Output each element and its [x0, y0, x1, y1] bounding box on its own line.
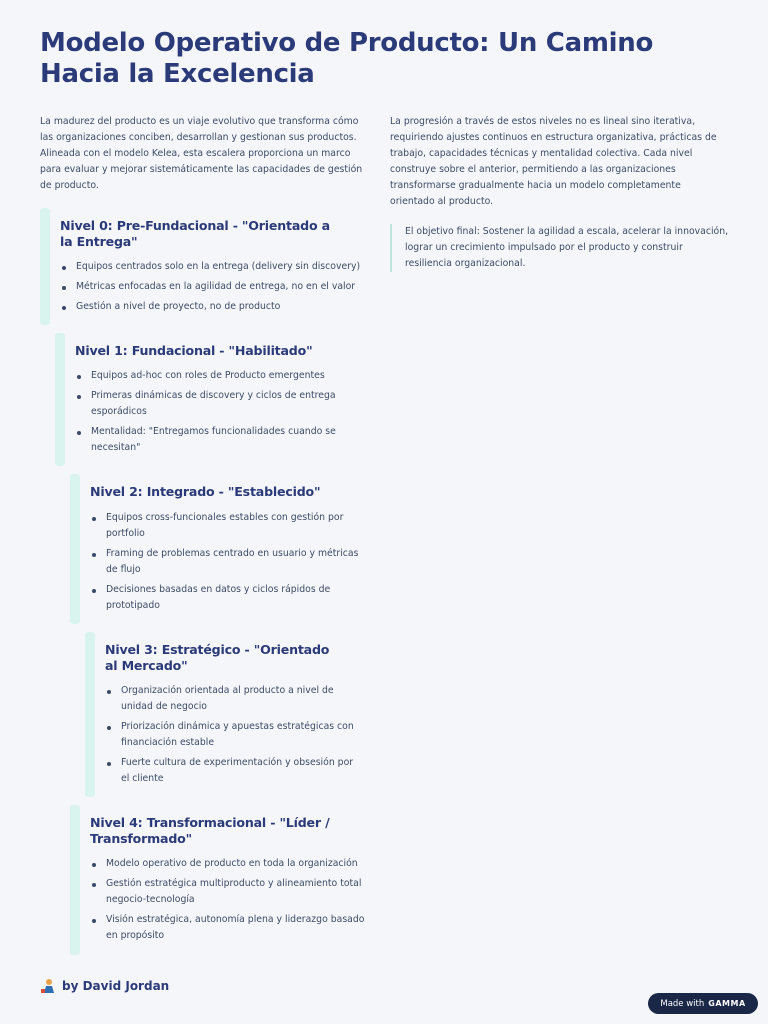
list-item	[60, 299, 350, 315]
title-line: Transformado"	[90, 831, 192, 846]
text-line: de flujo	[106, 564, 141, 575]
list-item	[60, 259, 361, 275]
text-line: La madurez del producto es un viaje evolutivo que transforma cómo	[40, 116, 359, 127]
text-line: Equipos ad-hoc con roles de Producto emergentes	[91, 370, 325, 381]
text-line: El objetivo final: Sostener la agilidad a escala, acelerar la innovación,	[405, 226, 729, 237]
text-line: Visión estratégica, autonomía plena y liderazgo basado	[106, 914, 365, 925]
list-item	[105, 755, 395, 787]
text-line: Equipos centrados solo en la entrega (delivery sin discovery)	[76, 261, 361, 272]
list-item	[75, 424, 365, 456]
title-line: Hacia la Excelencia	[40, 59, 315, 89]
text-line: Priorización dinámica y apuestas estratégicas con	[121, 721, 354, 732]
bullet-list	[105, 683, 395, 791]
text-line: unidad de negocio	[121, 701, 207, 712]
accent-bar	[85, 632, 95, 797]
bullet-list	[90, 856, 380, 948]
title-line: Modelo Operativo de Producto: Un Camino	[40, 28, 654, 58]
intro-paragraph-right	[390, 114, 717, 210]
text-line: para evaluar y mejorar sistemáticamente las capacidades de gestión	[40, 164, 363, 175]
text-line: requiriendo ajustes continuos en estructura organizativa, prácticas de	[390, 132, 717, 143]
list-item	[90, 582, 380, 614]
made-with-gamma-badge[interactable]	[648, 993, 758, 1014]
text-line: Decisiones basadas en datos y ciclos rápidos de	[106, 584, 331, 595]
level-1-card	[55, 333, 370, 466]
level-title	[90, 815, 390, 847]
author-credit	[40, 978, 169, 994]
text-line: transformarse gradualmente hacia un modelo completamente	[390, 180, 681, 191]
text-line: necesitan"	[91, 442, 141, 453]
text-line: las organizaciones conciben, desarrollan y gestionan sus productos.	[40, 132, 357, 143]
text-line: de producto.	[40, 180, 99, 191]
text-line: financiación estable	[121, 737, 215, 748]
level-title	[90, 484, 390, 500]
text-line: portfolio	[106, 528, 145, 539]
list-item	[75, 368, 365, 384]
list-item	[60, 279, 356, 295]
objective-quote	[390, 224, 730, 272]
level-title	[60, 218, 360, 250]
title-line: la Entrega"	[60, 234, 138, 249]
accent-bar	[70, 805, 80, 955]
level-3-card	[85, 632, 370, 797]
text-line: Alineada con el modelo Kelea, esta escalera proporciona un marco	[40, 148, 351, 159]
list-item	[75, 388, 365, 420]
level-title	[105, 642, 405, 674]
title-line: Nivel 1: Fundacional - "Habilitado"	[75, 343, 313, 358]
text-line: en propósito	[106, 930, 165, 941]
text-line: el cliente	[121, 773, 164, 784]
badge-label: Made with	[660, 998, 705, 1009]
text-line: Primeras dinámicas de discovery y ciclos de entrega	[91, 390, 336, 401]
text-line: construye sobre el anterior, permitiendo a las organizaciones	[390, 164, 676, 175]
text-line: lograr un crecimiento impulsado por el producto y construir	[405, 242, 683, 253]
list-item	[105, 719, 395, 751]
text-line: resiliencia organizacional.	[405, 258, 526, 269]
list-item	[90, 856, 380, 872]
badge-brand: GAMMA	[708, 999, 746, 1008]
text-line: orientado al producto.	[390, 196, 494, 207]
intro-paragraph-left	[40, 114, 362, 194]
text-line: Modelo operativo de producto en toda la organización	[106, 858, 358, 869]
text-line: esporádicos	[91, 406, 147, 417]
level-2-card	[70, 474, 370, 624]
person-icon	[40, 978, 56, 994]
accent-bar	[70, 474, 80, 624]
text-line: negocio-tecnología	[106, 894, 195, 905]
title-line: Nivel 2: Integrado - "Establecido"	[90, 484, 321, 499]
title-line: Nivel 0: Pre-Fundacional - "Orientado a	[60, 218, 330, 233]
author-name: by David Jordan	[62, 979, 170, 993]
text-line: trabajo, capacidades técnicas y mentalidad colectiva. Cada nivel	[390, 148, 693, 159]
list-item	[105, 683, 395, 715]
title-line: Nivel 4: Transformacional - "Líder /	[90, 815, 330, 830]
title-line: Nivel 3: Estratégico - "Orientado	[105, 642, 330, 657]
text-line: Gestión a nivel de proyecto, no de producto	[76, 301, 281, 312]
title-line: al Mercado"	[105, 658, 188, 673]
text-line: La progresión a través de estos niveles no es lineal sino iterativa,	[390, 116, 696, 127]
accent-bar	[40, 208, 50, 325]
accent-bar	[55, 333, 65, 466]
bullet-list	[75, 368, 365, 460]
text-line: Equipos cross-funcionales estables con gestión por	[106, 512, 344, 523]
level-4-card	[70, 805, 370, 955]
level-title	[75, 343, 375, 359]
text-line: Mentalidad: "Entregamos funcionalidades cuando se	[91, 426, 336, 437]
text-line: prototipado	[106, 600, 160, 611]
bullet-list	[60, 259, 361, 319]
list-item	[90, 912, 380, 944]
text-line: Framing de problemas centrado en usuario y métricas	[106, 548, 359, 559]
text-line: Gestión estratégica multiproducto y alineamiento total	[106, 878, 362, 889]
text-line: Organización orientada al producto a nivel de	[121, 685, 334, 696]
text-line: Métricas enfocadas en la agilidad de entrega, no en el valor	[76, 281, 356, 292]
level-0-card	[40, 208, 370, 325]
text-line: Fuerte cultura de experimentación y obsesión por	[121, 757, 354, 768]
page-title	[40, 28, 740, 90]
list-item	[90, 510, 380, 542]
bullet-list	[90, 510, 380, 618]
list-item	[90, 876, 380, 908]
list-item	[90, 546, 380, 578]
